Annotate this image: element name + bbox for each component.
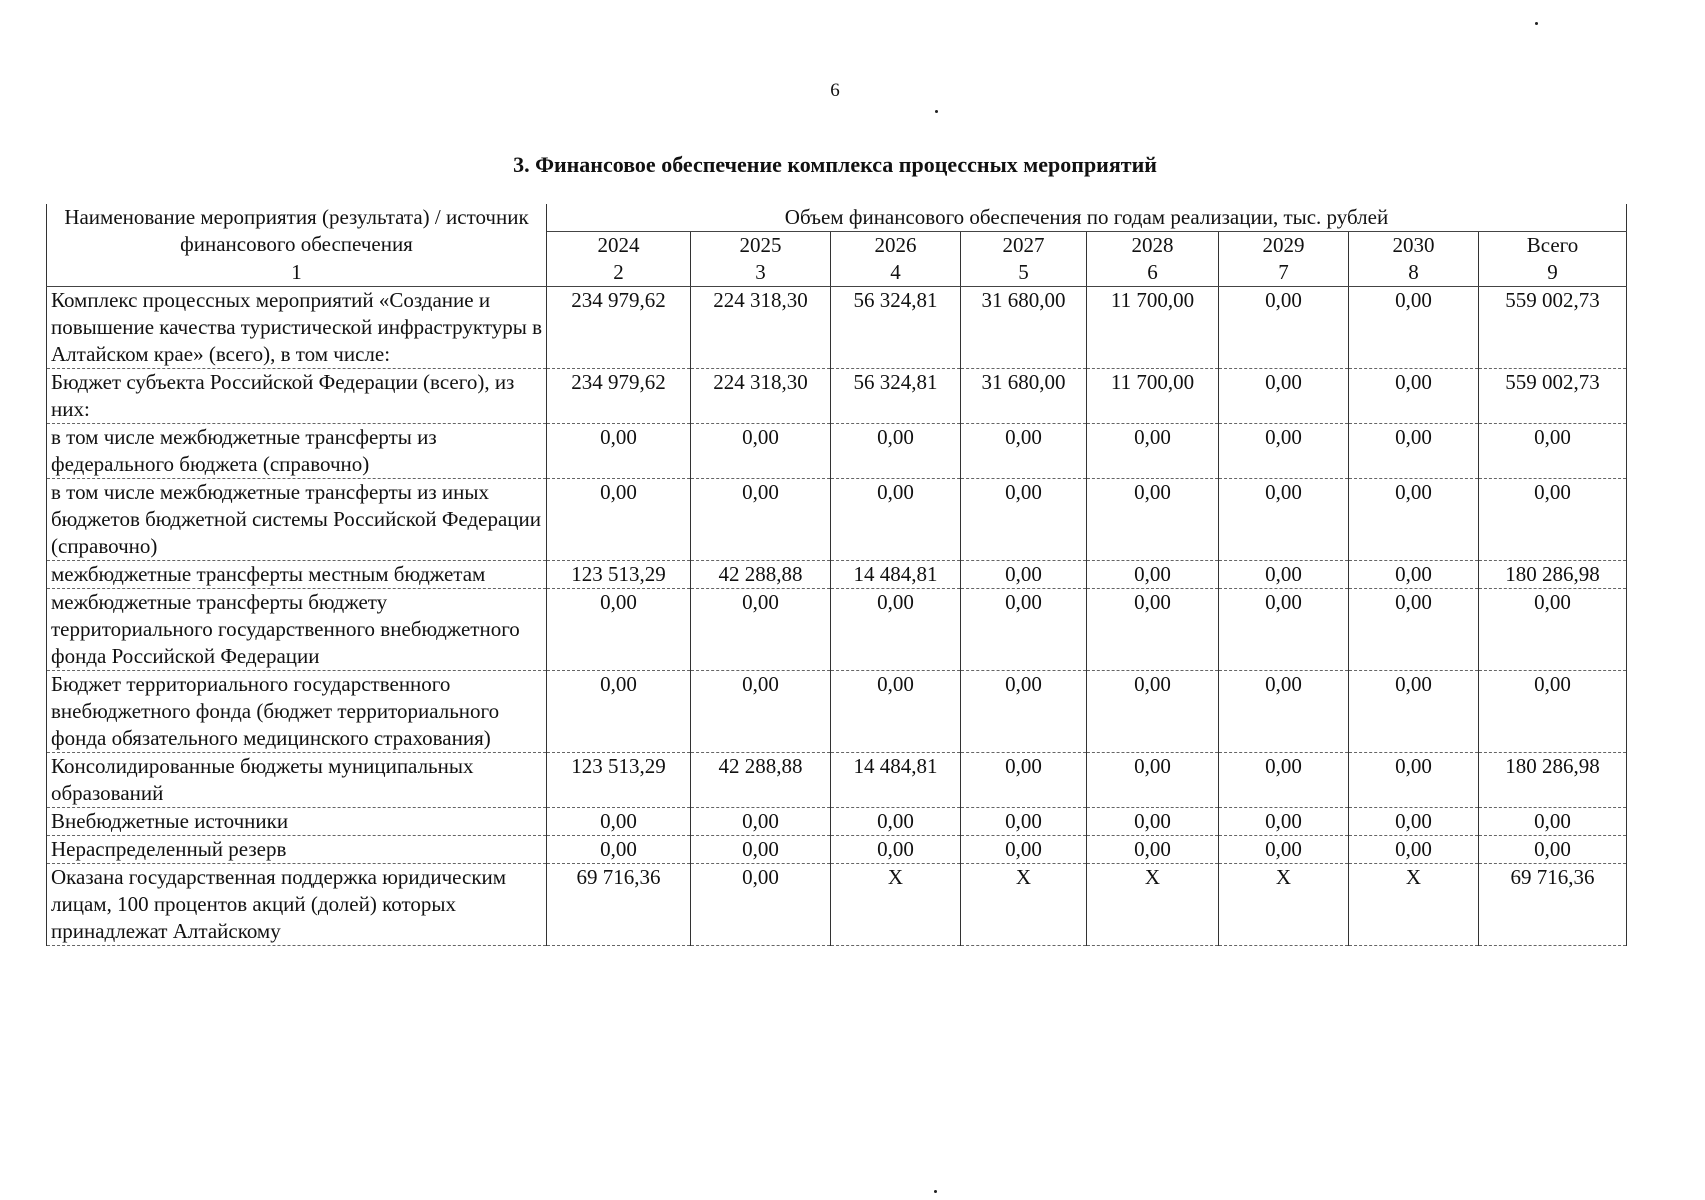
row-year-value: 0,00 (691, 589, 831, 671)
row-total-value: 0,00 (1479, 671, 1627, 753)
row-year-value: 234 979,62 (547, 287, 691, 369)
row-year-value: 0,00 (1349, 753, 1479, 808)
header-volume-cell: Объем финансового обеспечения по годам реализации, тыс. рублей (547, 204, 1627, 232)
column-number: 5 (961, 259, 1087, 287)
row-year-value: 0,00 (1219, 369, 1349, 424)
row-year-value: 0,00 (1349, 424, 1479, 479)
row-year-value: 0,00 (691, 808, 831, 836)
header-name-cell: Наименование мероприятия (результата) / источник финансового обеспечения (47, 204, 547, 259)
table-row (47, 589, 1627, 671)
row-name: межбюджетные трансферты местным бюджетам (47, 561, 547, 589)
header-row (47, 204, 1627, 232)
row-name: в том числе межбюджетные трансферты из федерального бюджета (справочно) (47, 424, 547, 479)
financing-table (46, 204, 1627, 946)
table-row (47, 424, 1627, 479)
row-year-value: 0,00 (831, 479, 961, 561)
scan-speck (935, 110, 938, 113)
row-year-value: 14 484,81 (831, 561, 961, 589)
row-total-value: 0,00 (1479, 808, 1627, 836)
row-year-value: 0,00 (961, 671, 1087, 753)
row-year-value: 0,00 (547, 808, 691, 836)
row-year-value: 0,00 (1087, 589, 1219, 671)
row-year-value: 42 288,88 (691, 561, 831, 589)
year-2027: 2027 (961, 232, 1087, 260)
row-year-value: X (1087, 864, 1219, 946)
row-name: Бюджет территориального государственного внебюджетного фонда (бюджет территориального фонда обязательного медицинского страхования) (47, 671, 547, 753)
row-name: Внебюджетные источники (47, 808, 547, 836)
row-year-value: 0,00 (1219, 589, 1349, 671)
row-total-value: 559 002,73 (1479, 369, 1627, 424)
row-year-value: 123 513,29 (547, 753, 691, 808)
column-number: 7 (1219, 259, 1349, 287)
row-year-value: 0,00 (1087, 561, 1219, 589)
row-year-value: 0,00 (1219, 808, 1349, 836)
row-year-value: 0,00 (547, 836, 691, 864)
row-year-value: 0,00 (961, 479, 1087, 561)
year-2029: 2029 (1219, 232, 1349, 260)
row-year-value: 0,00 (1219, 479, 1349, 561)
row-year-value: 0,00 (961, 589, 1087, 671)
row-name: Комплекс процессных мероприятий «Создание и повышение качества туристической инфраструктуры в Алтайском крае» (всего), в том числе: (47, 287, 547, 369)
row-year-value: 224 318,30 (691, 369, 831, 424)
row-year-value: 224 318,30 (691, 287, 831, 369)
row-total-value: 559 002,73 (1479, 287, 1627, 369)
row-total-value: 69 716,36 (1479, 864, 1627, 946)
row-year-value: 0,00 (1349, 561, 1479, 589)
total-header: Всего (1479, 232, 1627, 260)
row-year-value: 0,00 (691, 424, 831, 479)
row-year-value: 0,00 (831, 836, 961, 864)
row-year-value: 0,00 (691, 671, 831, 753)
row-year-value: X (1219, 864, 1349, 946)
column-number: 8 (1349, 259, 1479, 287)
row-year-value: 0,00 (691, 864, 831, 946)
row-name: в том числе межбюджетные трансферты из иных бюджетов бюджетной системы Российской Федерации (справочно) (47, 479, 547, 561)
scan-speck (1535, 22, 1538, 25)
row-year-value: 0,00 (961, 753, 1087, 808)
table-row (47, 864, 1627, 946)
row-year-value: 0,00 (1219, 671, 1349, 753)
column-number: 1 (47, 259, 547, 287)
column-number: 9 (1479, 259, 1627, 287)
column-number: 2 (547, 259, 691, 287)
row-year-value: 69 716,36 (547, 864, 691, 946)
page-number: 6 (830, 80, 840, 101)
row-year-value: 31 680,00 (961, 287, 1087, 369)
row-year-value: X (831, 864, 961, 946)
year-2024: 2024 (547, 232, 691, 260)
table-row (47, 287, 1627, 369)
table-row (47, 561, 1627, 589)
row-year-value: 0,00 (1087, 424, 1219, 479)
row-year-value: 56 324,81 (831, 369, 961, 424)
row-total-value: 0,00 (1479, 424, 1627, 479)
row-year-value: 0,00 (547, 671, 691, 753)
row-year-value: 123 513,29 (547, 561, 691, 589)
table-row (47, 369, 1627, 424)
row-year-value: 11 700,00 (1087, 287, 1219, 369)
row-year-value: 0,00 (1087, 479, 1219, 561)
row-year-value: 0,00 (1349, 836, 1479, 864)
row-year-value: 0,00 (1349, 479, 1479, 561)
row-name: Бюджет субъекта Российской Федерации (всего), из них: (47, 369, 547, 424)
row-year-value: 0,00 (831, 671, 961, 753)
row-year-value: 0,00 (1349, 808, 1479, 836)
row-name: Консолидированные бюджеты муниципальных образований (47, 753, 547, 808)
row-year-value: 0,00 (1349, 369, 1479, 424)
row-year-value: X (961, 864, 1087, 946)
table-row (47, 808, 1627, 836)
row-name: Нераспределенный резерв (47, 836, 547, 864)
row-year-value: 0,00 (691, 479, 831, 561)
row-year-value: 14 484,81 (831, 753, 961, 808)
row-year-value: 0,00 (1087, 808, 1219, 836)
row-year-value: X (1349, 864, 1479, 946)
section-title: 3. Финансовое обеспечение комплекса процессных мероприятий (513, 152, 1157, 177)
row-year-value: 0,00 (691, 836, 831, 864)
row-year-value: 0,00 (1349, 589, 1479, 671)
row-year-value: 0,00 (1087, 753, 1219, 808)
row-year-value: 234 979,62 (547, 369, 691, 424)
row-year-value: 0,00 (1087, 671, 1219, 753)
row-year-value: 0,00 (831, 808, 961, 836)
row-year-value: 0,00 (1219, 424, 1349, 479)
row-year-value: 31 680,00 (961, 369, 1087, 424)
year-2025: 2025 (691, 232, 831, 260)
table-row (47, 836, 1627, 864)
row-year-value: 11 700,00 (1087, 369, 1219, 424)
year-2026: 2026 (831, 232, 961, 260)
table-row (47, 671, 1627, 753)
row-total-value: 0,00 (1479, 589, 1627, 671)
column-number: 4 (831, 259, 961, 287)
row-year-value: 0,00 (1219, 287, 1349, 369)
row-year-value: 0,00 (547, 424, 691, 479)
year-2028: 2028 (1087, 232, 1219, 260)
row-year-value: 0,00 (1087, 836, 1219, 864)
row-year-value: 0,00 (1349, 287, 1479, 369)
row-year-value: 0,00 (1349, 671, 1479, 753)
row-year-value: 42 288,88 (691, 753, 831, 808)
row-year-value: 0,00 (547, 479, 691, 561)
row-year-value: 0,00 (961, 424, 1087, 479)
table-row (47, 479, 1627, 561)
column-number: 3 (691, 259, 831, 287)
row-total-value: 0,00 (1479, 479, 1627, 561)
column-number: 6 (1087, 259, 1219, 287)
row-name: межбюджетные трансферты бюджету территориального государственного внебюджетного фонда Российской Федерации (47, 589, 547, 671)
row-total-value: 180 286,98 (1479, 753, 1627, 808)
column-numbers-row (47, 259, 1627, 287)
scan-speck (934, 1190, 937, 1193)
row-year-value: 0,00 (961, 561, 1087, 589)
row-year-value: 0,00 (1219, 836, 1349, 864)
year-2030: 2030 (1349, 232, 1479, 260)
row-year-value: 56 324,81 (831, 287, 961, 369)
row-year-value: 0,00 (831, 589, 961, 671)
row-year-value: 0,00 (1219, 753, 1349, 808)
row-year-value: 0,00 (961, 836, 1087, 864)
row-name: Оказана государственная поддержка юридическим лицам, 100 процентов акций (долей) которых принадлежат Алтайскому (47, 864, 547, 946)
row-year-value: 0,00 (547, 589, 691, 671)
row-year-value: 0,00 (831, 424, 961, 479)
row-total-value: 0,00 (1479, 836, 1627, 864)
row-year-value: 0,00 (961, 808, 1087, 836)
row-year-value: 0,00 (1219, 561, 1349, 589)
table-row (47, 753, 1627, 808)
row-total-value: 180 286,98 (1479, 561, 1627, 589)
